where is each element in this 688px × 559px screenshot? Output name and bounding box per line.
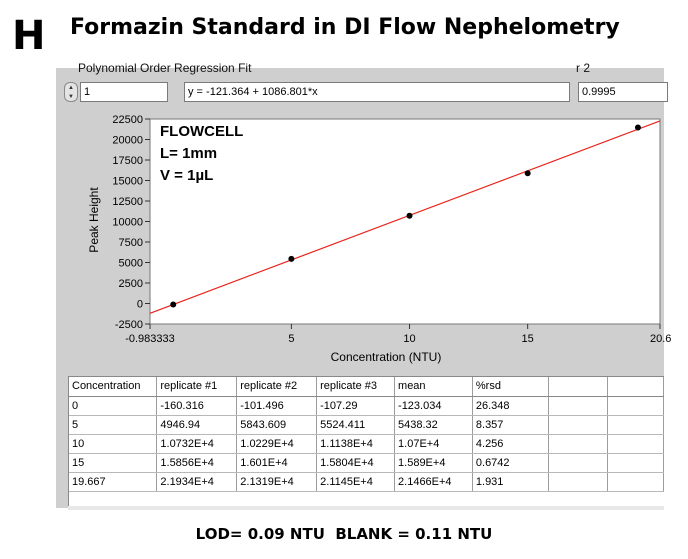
x-tick-label: 20.6 [650, 333, 672, 345]
r2-label: r 2 [576, 61, 591, 75]
x-tick-label: -0.983333 [125, 333, 175, 345]
r2-value-field[interactable]: 0.9995 [578, 82, 668, 102]
table-cell[interactable]: -101.496 [237, 396, 317, 415]
table-cell-empty[interactable] [548, 434, 608, 453]
header-empty [608, 377, 664, 396]
order-spinner[interactable] [64, 82, 78, 102]
polynomial-order-control [64, 82, 168, 102]
regression-order-label: Polynomial Order Regression Fit [78, 61, 252, 75]
header-replicate-3: replicate #3 [317, 377, 395, 396]
table-cell-empty[interactable] [608, 434, 664, 453]
replicates-table-container [68, 376, 664, 506]
y-tick-label: 15000 [112, 175, 143, 188]
table-cell[interactable]: 1.5804E+4 [317, 453, 395, 472]
table-cell[interactable]: 15 [69, 453, 157, 472]
header-mean: mean [395, 377, 473, 396]
annotation-flowcell: FLOWCELL [160, 123, 244, 140]
polynomial-order-field[interactable]: 1 [80, 82, 168, 102]
x-tick-label: 15 [521, 333, 534, 345]
y-tick-label: 10000 [112, 216, 143, 229]
y-axis-label: Peak Height [87, 187, 101, 253]
table-cell[interactable]: 19.667 [69, 472, 157, 491]
table-cell-empty[interactable] [548, 472, 608, 491]
table-cell-empty[interactable] [608, 415, 664, 434]
y-tick-label: 7500 [118, 237, 143, 249]
table-cell[interactable]: 5 [69, 415, 157, 434]
table-cell[interactable]: 1.1138E+4 [317, 434, 395, 453]
table-cell[interactable]: 26.348 [472, 396, 548, 415]
lod-blank-text: LOD= 0.09 NTU BLANK = 0.11 NTU [195, 525, 493, 543]
table-cell[interactable]: 0 [69, 396, 157, 415]
table-header-row [69, 377, 664, 396]
data-point [525, 170, 531, 176]
table-cell[interactable]: 0.6742 [472, 453, 548, 472]
table-cell[interactable]: 4.256 [472, 434, 548, 453]
table-cell[interactable]: 5843.609 [237, 415, 317, 434]
spin-down-icon[interactable]: ▼ [68, 93, 74, 100]
table-cell[interactable]: -107.29 [317, 396, 395, 415]
panel-letter: H [12, 13, 46, 59]
table-cell[interactable]: 5524.411 [317, 415, 395, 434]
table-cell[interactable]: 1.931 [472, 472, 548, 491]
table-cell[interactable]: 1.07E+4 [395, 434, 473, 453]
y-tick-label: 0 [136, 298, 143, 311]
y-tick-label: 22500 [112, 114, 143, 126]
labview-front-panel [56, 61, 672, 508]
y-tick-label: 20000 [112, 134, 143, 147]
table-row [69, 396, 664, 415]
table-cell[interactable]: 2.1145E+4 [317, 472, 395, 491]
table-cell[interactable]: 2.1319E+4 [237, 472, 317, 491]
replicates-table [69, 377, 664, 492]
x-axis-label: Concentration (NTU) [330, 350, 442, 364]
table-horizontal-scrollbar[interactable] [68, 506, 664, 510]
table-cell-empty[interactable] [608, 396, 664, 415]
data-point [288, 256, 294, 262]
table-cell[interactable]: 1.5856E+4 [157, 453, 237, 472]
table-cell-empty[interactable] [548, 396, 608, 415]
y-tick-label: 5000 [118, 257, 143, 270]
header-replicate-2: replicate #2 [237, 377, 317, 396]
table-cell-empty[interactable] [608, 472, 664, 491]
y-tick-label: 12500 [112, 196, 143, 208]
table-cell[interactable]: 8.357 [472, 415, 548, 434]
table-cell[interactable]: 1.589E+4 [395, 453, 473, 472]
header-concentration: Concentration [69, 377, 157, 396]
y-tick-label: 17500 [112, 155, 143, 167]
header-empty [548, 377, 608, 396]
page-title: Formazin Standard in DI Flow Nephelometry [70, 15, 620, 40]
table-row [69, 472, 664, 491]
header-rsd: %rsd [472, 377, 548, 396]
table-cell-empty[interactable] [608, 453, 664, 472]
header-replicate-1: replicate #1 [157, 377, 237, 396]
table-cell[interactable]: 10 [69, 434, 157, 453]
table-cell[interactable]: 1.0229E+4 [237, 434, 317, 453]
table-cell[interactable]: 1.0732E+4 [157, 434, 237, 453]
data-point [407, 213, 413, 219]
table-cell[interactable]: 4946.94 [157, 415, 237, 434]
x-tick-label: 10 [403, 333, 416, 345]
table-row [69, 434, 664, 453]
annotation-length: L= 1mm [160, 145, 218, 162]
table-row [69, 453, 664, 472]
calibration-chart [56, 108, 672, 370]
table-cell[interactable]: 2.1934E+4 [157, 472, 237, 491]
table-cell[interactable]: 2.1466E+4 [395, 472, 473, 491]
y-tick-label: 2500 [118, 278, 143, 290]
table-cell[interactable]: 5438.32 [395, 415, 473, 434]
data-point [170, 302, 176, 308]
table-cell[interactable]: -160.316 [157, 396, 237, 415]
data-point [635, 124, 641, 130]
table-cell-empty[interactable] [548, 415, 608, 434]
table-cell[interactable]: 1.601E+4 [237, 453, 317, 472]
annotation-volume: V = 1µL [160, 167, 214, 184]
regression-equation-field[interactable]: y = -121.364 + 1086.801*x [184, 82, 570, 102]
y-tick-label: -2500 [114, 319, 143, 331]
x-tick-label: 5 [288, 333, 295, 345]
spin-up-icon[interactable]: ▲ [68, 84, 74, 91]
table-cell-empty[interactable] [548, 453, 608, 472]
table-row [69, 415, 664, 434]
table-cell[interactable]: -123.034 [395, 396, 473, 415]
